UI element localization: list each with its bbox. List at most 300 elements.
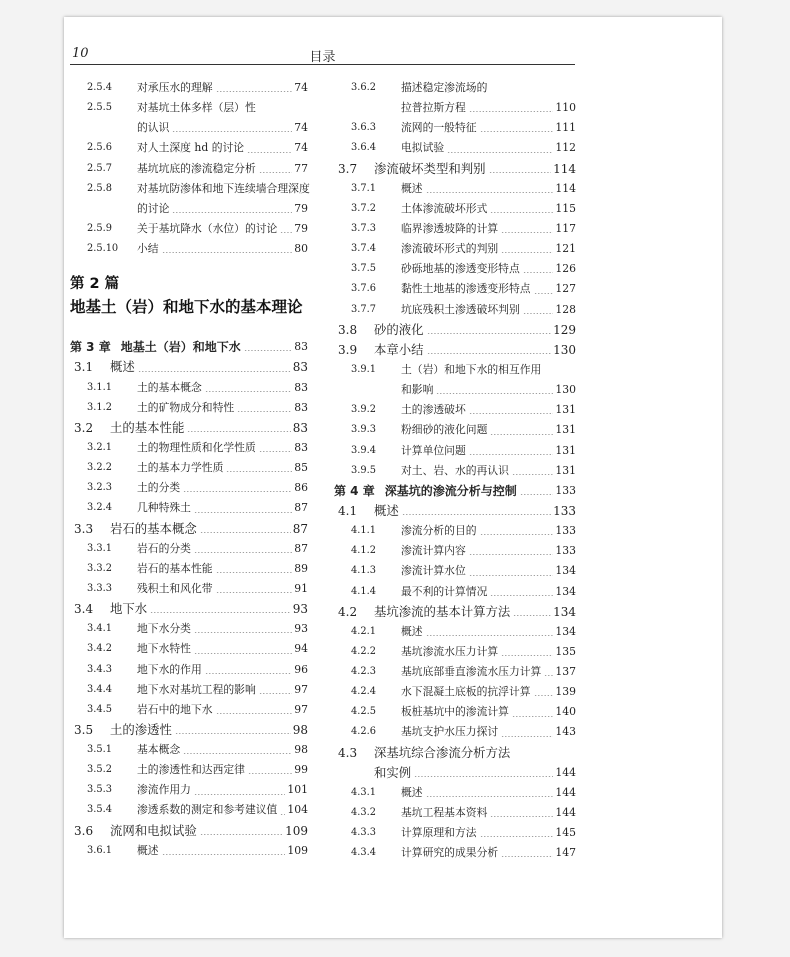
toc-entry-title: 关于基坑降水（水位）的讨论 xyxy=(137,221,278,235)
dot-leader xyxy=(480,131,554,132)
toc-entry-title: 土的渗透性和达西定律 xyxy=(137,763,245,777)
toc-entry xyxy=(70,801,308,821)
toc-entry-title: 渗透系数的测定和参考建议值 xyxy=(137,803,278,817)
dot-leader xyxy=(426,192,554,193)
toc-entry-title: 描述稳定渗流场的 xyxy=(401,80,488,94)
toc-entry-number: 4.3 xyxy=(338,745,358,760)
toc-entry-number: 4.3.4 xyxy=(351,847,376,859)
dot-leader xyxy=(544,675,553,676)
toc-entry-page: 80 xyxy=(294,242,308,256)
toc-entry-number: 2.5.10 xyxy=(87,243,119,255)
toc-entry-title: 基坑支护水压力探讨 xyxy=(401,725,499,739)
toc-entry xyxy=(334,320,576,340)
dot-leader xyxy=(523,313,554,314)
toc-entry-title: 基本概念 xyxy=(137,743,181,757)
toc-entry-number: 3.7.3 xyxy=(351,222,376,234)
dot-leader xyxy=(183,491,292,492)
toc-entry xyxy=(334,179,576,199)
dot-leader xyxy=(426,796,554,797)
toc-entry xyxy=(334,662,576,682)
toc-entry xyxy=(70,619,308,639)
toc-entry-page: 91 xyxy=(294,581,308,595)
toc-entry-number: 3.4.3 xyxy=(87,663,112,675)
toc-entry-number: 3.6.1 xyxy=(87,844,112,856)
toc-entry-page: 128 xyxy=(555,302,576,316)
toc-entry xyxy=(334,279,576,299)
toc-entry-page: 109 xyxy=(287,843,308,857)
toc-entry xyxy=(70,438,308,458)
dot-leader xyxy=(205,391,292,392)
toc-entry-title: 土（岩）和地下水的相互作用 xyxy=(401,362,542,376)
part-title: 地基土（岩）和地下水的基本理论 xyxy=(70,298,303,317)
toc-entry-page: 93 xyxy=(294,622,308,636)
toc-entry-number: 3.5 xyxy=(74,722,94,737)
dot-leader xyxy=(490,434,553,435)
toc-entry-page: 121 xyxy=(555,242,576,256)
toc-entry-title: 砂砾地基的渗透变形特点 xyxy=(401,262,520,276)
toc-entry-title: 地下水特性 xyxy=(137,642,191,656)
toc-entry-title: 对基坑土体多样（层）性 xyxy=(137,101,256,115)
toc-entry xyxy=(334,239,576,259)
dot-leader xyxy=(150,612,291,613)
toc-entry-page: 109 xyxy=(285,823,308,838)
toc-entry xyxy=(70,639,308,659)
toc-entry-title: 基坑渗流的基本计算方法 xyxy=(374,603,511,619)
toc-entry xyxy=(334,723,576,743)
toc-entry xyxy=(70,199,308,219)
toc-entry xyxy=(334,682,576,702)
toc-entry-page: 77 xyxy=(294,161,308,175)
toc-entry-number: 3.1 xyxy=(74,360,94,375)
toc-entry-number: 4.2.2 xyxy=(351,645,376,657)
toc-entry-page: 74 xyxy=(294,80,308,94)
toc-entry-number: 3.9.2 xyxy=(351,404,376,416)
toc-entry xyxy=(70,138,308,158)
toc-entry-title: 概述 xyxy=(137,843,159,857)
toc-entry-number: 3.3 xyxy=(74,521,94,536)
toc-entry-page: 133 xyxy=(555,544,576,558)
toc-entry-number: 3.9.5 xyxy=(351,464,376,476)
toc-entry-title: 水下混凝土底板的抗浮计算 xyxy=(401,685,531,699)
toc-entry-number: 4.2.3 xyxy=(351,666,376,678)
toc-entry-page: 104 xyxy=(287,803,308,817)
toc-entry-title: 地下水分类 xyxy=(137,622,191,636)
toc-entry-page: 131 xyxy=(555,443,576,457)
toc-entry xyxy=(334,199,576,219)
toc-entry-page: 114 xyxy=(555,181,576,195)
toc-entry-number: 2.5.9 xyxy=(87,222,112,234)
toc-entry xyxy=(334,420,576,440)
toc-entry-number: 3.7 xyxy=(338,161,358,176)
toc-entry-page: 93 xyxy=(292,602,308,617)
toc-entry xyxy=(70,599,308,619)
dot-leader xyxy=(427,353,552,354)
dot-leader xyxy=(172,131,292,132)
dot-leader xyxy=(501,856,553,857)
toc-entry-title: 概述 xyxy=(401,624,423,638)
toc-entry-title: 岩石的分类 xyxy=(137,541,191,555)
dot-leader xyxy=(216,713,293,714)
toc-entry xyxy=(334,622,576,642)
toc-entry xyxy=(334,118,576,138)
toc-entry-title: 渗流分析的目的 xyxy=(401,524,477,538)
toc-entry-page: 131 xyxy=(555,463,576,477)
toc-entry-page: 137 xyxy=(555,665,576,679)
dot-leader xyxy=(237,411,292,412)
toc-entry xyxy=(334,300,576,320)
toc-entry xyxy=(334,159,576,179)
toc-entry-number: 2.5.5 xyxy=(87,102,112,114)
toc-entry-page: 83 xyxy=(292,360,308,375)
toc-entry-title: 对基坑防渗体和地下连续墙合理深度 xyxy=(137,181,310,195)
toc-entry-title: 对土、岩、水的再认识 xyxy=(401,463,509,477)
toc-entry xyxy=(70,239,308,259)
toc-entry-page: 101 xyxy=(287,783,308,797)
toc-entry-title: 渗流作用力 xyxy=(137,783,191,797)
dot-leader xyxy=(520,494,554,495)
header-title: 目录 xyxy=(309,50,336,65)
toc-entry-title: 流网和电拟试验 xyxy=(110,822,197,838)
toc-entry-title: 流网的一般特征 xyxy=(401,121,477,135)
toc-entry-number: 3.7.6 xyxy=(351,283,376,295)
toc-entry-page: 87 xyxy=(292,521,308,536)
toc-entry xyxy=(334,521,576,541)
dot-leader xyxy=(172,212,292,213)
dot-leader xyxy=(414,776,553,777)
toc-entry xyxy=(334,340,576,360)
toc-entry-page: 74 xyxy=(294,141,308,155)
toc-entry-title: 板桩基坑中的渗流计算 xyxy=(401,705,509,719)
part-heading xyxy=(70,273,308,319)
toc-group xyxy=(70,78,308,259)
toc-entry-page: 98 xyxy=(292,722,308,737)
toc-entry xyxy=(334,702,576,722)
dot-leader xyxy=(480,534,554,535)
dot-leader xyxy=(205,673,292,674)
dot-leader xyxy=(187,431,290,432)
toc-entry-page: 129 xyxy=(553,322,576,337)
toc-entry-number: 第 3 章 xyxy=(70,340,111,355)
toc-entry-number: 4.1.2 xyxy=(351,545,376,557)
toc-entry-page: 111 xyxy=(555,121,576,135)
dot-leader xyxy=(162,252,293,253)
toc-entry-page: 96 xyxy=(294,662,308,676)
toc-entry-number: 3.6.3 xyxy=(351,122,376,134)
toc-entry-page: 130 xyxy=(555,383,576,397)
toc-entry-title: 土体渗流破坏形式 xyxy=(401,201,488,215)
toc-entry-title: 的认识 xyxy=(137,121,170,135)
toc-entry-page: 143 xyxy=(555,725,576,739)
toc-entry-number: 3.2.1 xyxy=(87,441,112,453)
toc-entry-number: 3.7.5 xyxy=(351,263,376,275)
toc-entry-page: 98 xyxy=(294,743,308,757)
toc-entry-number: 3.3.3 xyxy=(87,582,112,594)
toc-entry-number: 3.5.2 xyxy=(87,764,112,776)
toc-entry-title: 土的基本性能 xyxy=(110,419,185,435)
toc-entry xyxy=(70,478,308,498)
toc-entry xyxy=(70,539,308,559)
dot-leader xyxy=(194,794,285,795)
dot-leader xyxy=(469,575,554,576)
toc-entry-page: 87 xyxy=(294,501,308,515)
dot-leader xyxy=(469,554,554,555)
dot-leader xyxy=(490,816,553,817)
toc-entry-page: 134 xyxy=(555,564,576,578)
toc-entry-number: 3.4 xyxy=(74,602,94,617)
toc-entry-title: 土的基本概念 xyxy=(137,380,202,394)
toc-entry-number: 3.2.3 xyxy=(87,482,112,494)
toc-entry xyxy=(334,783,576,803)
toc-entry-number: 3.6.4 xyxy=(351,142,376,154)
dot-leader xyxy=(544,373,574,374)
toc-entry-page: 144 xyxy=(555,806,576,820)
dot-leader xyxy=(200,834,283,835)
toc-entry-number: 4.2 xyxy=(338,604,358,619)
toc-entry xyxy=(70,98,308,118)
toc-entry-number: 2.5.7 xyxy=(87,162,112,174)
toc-entry-title: 和影响 xyxy=(401,383,434,397)
toc-entry-number: 3.7.4 xyxy=(351,243,376,255)
toc-entry-number: 4.2.1 xyxy=(351,625,376,637)
toc-entry xyxy=(70,378,308,398)
dot-leader xyxy=(259,693,292,694)
toc-entry-number: 4.2.6 xyxy=(351,726,376,738)
toc-entry-number: 3.5.3 xyxy=(87,784,112,796)
toc-entry-number: 3.5.1 xyxy=(87,744,112,756)
toc-entry xyxy=(334,501,576,521)
toc-entry-title: 对承压水的理解 xyxy=(137,80,213,94)
dot-leader xyxy=(534,293,554,294)
toc-entry-number: 3.8 xyxy=(338,322,358,337)
toc-entry-page: 133 xyxy=(553,503,576,518)
toc-entry-page: 144 xyxy=(555,765,576,779)
dot-leader xyxy=(513,615,551,616)
dot-leader xyxy=(427,333,552,334)
toc-entry-title: 计算单位问题 xyxy=(401,443,466,457)
dot-leader xyxy=(490,212,553,213)
toc-entry xyxy=(334,642,576,662)
toc-entry-page: 115 xyxy=(555,201,576,215)
toc-entry-title: 渗流计算内容 xyxy=(401,544,466,558)
toc-entry-page: 117 xyxy=(555,221,576,235)
toc-entry-number: 4.1 xyxy=(338,503,358,518)
toc-entry-page: 83 xyxy=(292,420,308,435)
part-label: 第 2 篇 xyxy=(70,276,120,293)
toc-entry-title: 小结 xyxy=(137,242,159,256)
toc-entry-title: 计算研究的成果分析 xyxy=(401,846,499,860)
toc-entry-page: 131 xyxy=(555,403,576,417)
toc-entry-title: 土的物理性质和化学性质 xyxy=(137,440,256,454)
toc-entry xyxy=(334,743,576,763)
toc-entry-page: 83 xyxy=(294,400,308,414)
dot-leader xyxy=(183,753,292,754)
toc-entry xyxy=(70,841,308,861)
toc-entry-page: 133 xyxy=(555,483,576,497)
toc-entry-number: 4.1.4 xyxy=(351,585,376,597)
toc-entry xyxy=(70,357,308,377)
toc-entry-title: 计算原理和方法 xyxy=(401,826,477,840)
toc-entry-title: 黏性土地基的渗透变形特点 xyxy=(401,282,531,296)
dot-leader xyxy=(194,552,292,553)
dot-leader xyxy=(244,350,293,351)
toc-entry-title: 土的渗透性 xyxy=(110,721,172,737)
toc-entry-page: 83 xyxy=(294,440,308,454)
toc-entry-number: 3.3.1 xyxy=(87,542,112,554)
toc-entry-page: 134 xyxy=(553,604,576,619)
toc-entry-title: 土的矿物成分和特性 xyxy=(137,400,235,414)
toc-entry xyxy=(334,461,576,481)
toc-entry-page: 139 xyxy=(555,685,576,699)
toc-entry xyxy=(70,118,308,138)
toc-entry-number: 3.4.4 xyxy=(87,683,112,695)
dot-leader xyxy=(436,393,553,394)
dot-leader xyxy=(259,172,292,173)
toc-entry-number: 4.2.5 xyxy=(351,706,376,718)
toc-entry-number: 3.4.5 xyxy=(87,703,112,715)
toc-entry-number: 3.7.7 xyxy=(351,303,376,315)
dot-leader xyxy=(248,773,292,774)
toc-group xyxy=(70,337,308,861)
toc-entry xyxy=(334,400,576,420)
toc-entry-title: 和实例 xyxy=(374,764,412,780)
toc-entry xyxy=(70,179,308,199)
toc-entry-title: 渗流破坏形式的判别 xyxy=(401,242,499,256)
toc-entry xyxy=(70,418,308,438)
toc-entry-page: 97 xyxy=(294,682,308,696)
dot-leader xyxy=(402,514,551,515)
toc-entry xyxy=(334,360,576,380)
toc-entry xyxy=(334,843,576,863)
toc-entry xyxy=(70,159,308,179)
dot-leader xyxy=(501,655,553,656)
toc-entry-number: 3.9.4 xyxy=(351,444,376,456)
toc-entry-number: 2.5.4 xyxy=(87,81,112,93)
toc-entry-title: 基坑底部垂直渗流水压力计算 xyxy=(401,665,542,679)
toc-entry-page: 135 xyxy=(555,644,576,658)
toc-entry xyxy=(334,380,576,400)
toc-entry-title: 概述 xyxy=(110,359,135,375)
toc-entry-title: 残积土和风化带 xyxy=(137,581,213,595)
toc-entry xyxy=(334,541,576,561)
toc-entry-number: 4.2.4 xyxy=(351,686,376,698)
toc-entry xyxy=(334,582,576,602)
toc-entry-page: 87 xyxy=(294,541,308,555)
dot-leader xyxy=(501,252,553,253)
dot-leader xyxy=(512,474,553,475)
dot-leader xyxy=(490,91,574,92)
dot-leader xyxy=(469,454,554,455)
toc-entry-page: 130 xyxy=(553,342,576,357)
toc-entry-title: 概述 xyxy=(374,502,399,518)
dot-leader xyxy=(447,152,553,153)
dot-leader xyxy=(194,512,292,513)
toc-entry-title: 地下水对基坑工程的影响 xyxy=(137,682,256,696)
toc-entry-title: 基坑坑底的渗流稳定分析 xyxy=(137,161,256,175)
toc-entry-title: 基坑渗流水压力计算 xyxy=(401,644,499,658)
toc-entry-number: 4.3.2 xyxy=(351,807,376,819)
dot-leader xyxy=(469,413,554,414)
toc-entry-title: 概述 xyxy=(401,785,423,799)
toc-entry-title: 粉细砂的液化问题 xyxy=(401,423,488,437)
dot-leader xyxy=(216,592,293,593)
toc-entry-page: 79 xyxy=(294,201,308,215)
toc-entry-number: 3.4.1 xyxy=(87,623,112,635)
toc-entry-title: 土的基本力学性质 xyxy=(137,461,224,475)
dot-leader xyxy=(259,111,306,112)
toc-entry xyxy=(70,458,308,478)
toc-entry-page: 140 xyxy=(555,705,576,719)
toc-entry-number: 3.7.1 xyxy=(351,182,376,194)
toc-entry-title: 深基坑综合渗流分析方法 xyxy=(374,744,511,760)
toc-entry-title: 地下水 xyxy=(110,601,148,617)
toc-entry-number: 2.5.8 xyxy=(87,182,112,194)
toc-entry-title: 概述 xyxy=(401,181,423,195)
toc-entry-number: 3.9.1 xyxy=(351,363,376,375)
toc-entry-number: 3.5.4 xyxy=(87,804,112,816)
toc-entry-page: 134 xyxy=(555,584,576,598)
toc-entry-page: 134 xyxy=(555,624,576,638)
dot-leader xyxy=(501,736,553,737)
toc-entry-title: 基坑工程基本资料 xyxy=(401,806,488,820)
toc-entry-title: 岩石的基本概念 xyxy=(110,520,197,536)
toc-entry-page: 89 xyxy=(294,561,308,575)
toc-entry-title: 岩石中的地下水 xyxy=(137,702,213,716)
toc-entry-title: 最不利的计算情况 xyxy=(401,584,488,598)
toc-entry-number: 3.1.1 xyxy=(87,381,112,393)
toc-entry xyxy=(334,803,576,823)
toc-entry xyxy=(334,763,576,783)
dot-leader xyxy=(162,854,286,855)
toc-entry-page: 85 xyxy=(294,461,308,475)
toc-entry xyxy=(334,219,576,239)
dot-leader xyxy=(280,232,292,233)
toc-entry-page: 97 xyxy=(294,702,308,716)
toc-right-column xyxy=(334,78,576,863)
dot-leader xyxy=(523,272,554,273)
toc-entry xyxy=(334,602,576,622)
dot-leader xyxy=(194,632,292,633)
toc-entry-number: 3.4.2 xyxy=(87,643,112,655)
toc-entry-title: 深基坑的渗流分析与控制 xyxy=(384,483,517,498)
toc-entry-number: 4.1.1 xyxy=(351,525,376,537)
toc-entry-number: 4.3.1 xyxy=(351,786,376,798)
toc-entry xyxy=(334,259,576,279)
toc-entry-page: 131 xyxy=(555,423,576,437)
toc-entry-title: 坑底残积土渗透破坏判别 xyxy=(401,302,520,316)
dot-leader xyxy=(280,814,285,815)
toc-entry-number: 3.3.2 xyxy=(87,562,112,574)
toc-entry-page: 147 xyxy=(555,846,576,860)
toc-entry-number: 3.9 xyxy=(338,342,358,357)
toc-entry-number: 3.9.3 xyxy=(351,424,376,436)
toc-entry-title: 渗流破坏类型和判别 xyxy=(374,160,486,176)
dot-leader xyxy=(216,572,293,573)
toc-entry xyxy=(70,498,308,518)
toc-entry xyxy=(70,760,308,780)
toc-entry-title: 的讨论 xyxy=(137,201,170,215)
toc-entry xyxy=(70,780,308,800)
page-header xyxy=(70,44,575,65)
toc-entry xyxy=(70,720,308,740)
toc-entry-page: 99 xyxy=(294,763,308,777)
toc-entry-page: 79 xyxy=(294,221,308,235)
toc-entry xyxy=(70,219,308,239)
page-number: 10 xyxy=(72,46,89,61)
toc-entry-title: 对人土深度 hd 的讨论 xyxy=(137,141,245,155)
toc-entry xyxy=(70,660,308,680)
toc-entry-title: 拉普拉斯方程 xyxy=(401,101,466,115)
toc-entry-title: 几种特殊土 xyxy=(137,501,191,515)
